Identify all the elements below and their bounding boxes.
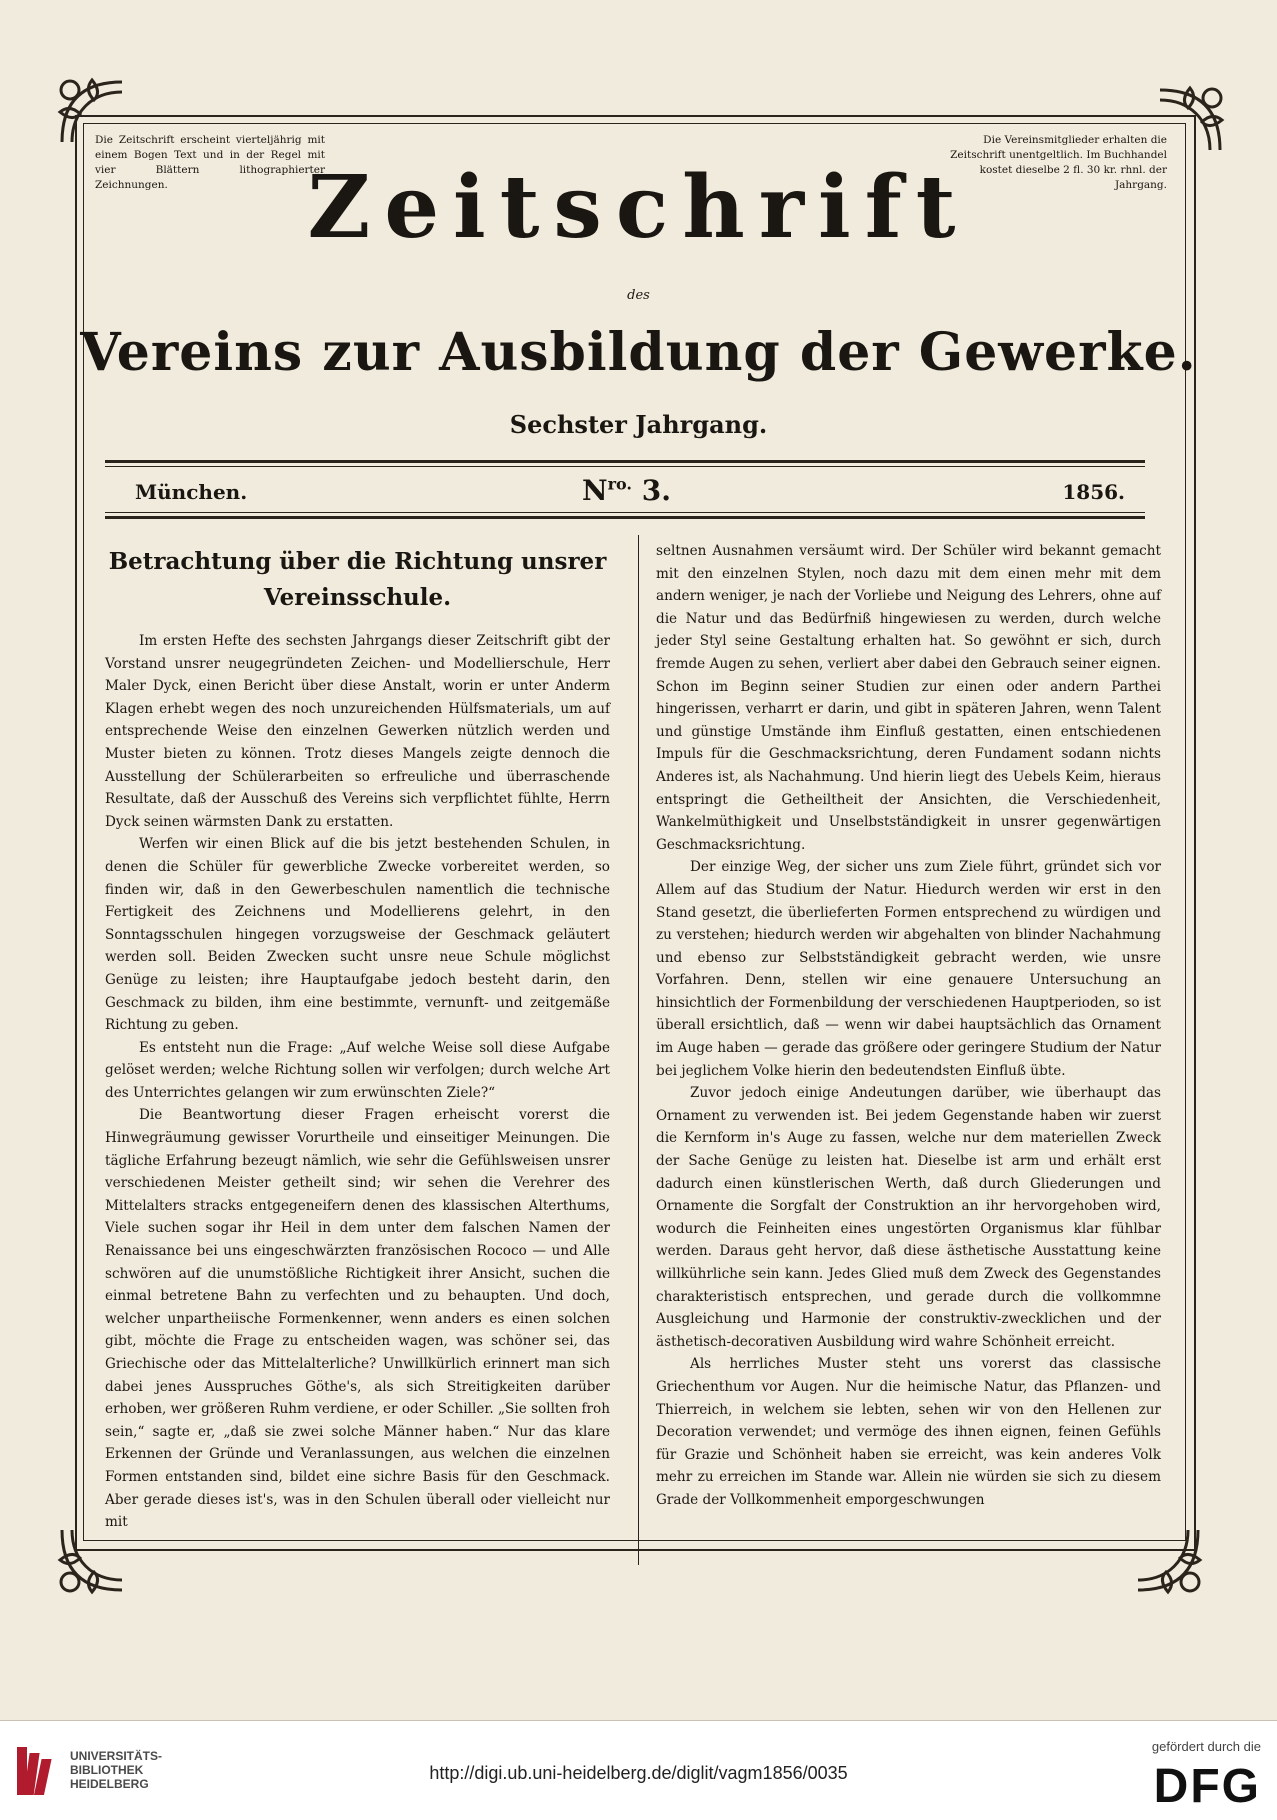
rule bbox=[105, 460, 1145, 463]
rule bbox=[105, 512, 1145, 513]
paragraph: Im ersten Hefte des sechsten Jahrgangs dieser Zeitschrift gibt der Vorstand unsrer neugegründeten Zeichen- und Modellierschule, Herr Maler Dyck, einen Bericht über diese Anstalt, worin er unter Anderm Klagen erhebt wegen des noch unzureichenden Hülfsmaterials, um auf entsprechende Weise den einzelnen Gewerken nützlich werden und Muster bieten zu können. Trotz dieses Mangels zeigte dennoch die Ausstellung der Schülerarbeiten so erfreuliche und überraschende Resultate, daß der Ausschuß des Vereins sich verpflichtet fühlte, Herrn Dyck seinen wärmsten Dank zu erstatten. bbox=[105, 633, 610, 830]
library-name-line: HEIDELBERG bbox=[70, 1777, 149, 1791]
paragraph: seltnen Ausnahmen versäumt wird. Der Schüler wird bekannt gemacht mit den einzelnen Stylen, noch dazu mit dem einen mehr mit dem andern weniger, je nach der Vorliebe und Neigung des Lehrers, ohne auf die Natur und das Bedürfniß hingewiesen zu werden, durch welche jeder Styl seine Gestaltung erhalten hat. So gewöhnt er sich, durch fremde Augen zu sehen, verliert aber dabei den Gebrauch seiner eignen. Schon im Beginn seiner Studien zur einen oder andern Parthei hingerissen, verharrt er darin, und gibt in späteren Jahren, wenn Talent und günstige Umstände ihm Einfluß gestatten, einen entschiedenen Impuls für die Geschmacksrichtung, deren Fundament sodann nichts Anderes ist, als Nachahmung. Und hierin liegt des Uebels Keim, hieraus entspringt die Getheiltheit der Ansichten, die Verschiedenheit, Wankelmüthigkeit und Unselbstständigkeit in unsrer gegenwärtigen Geschmacksrichtung. bbox=[656, 543, 1161, 853]
rule bbox=[105, 466, 1145, 467]
masthead-connector: des bbox=[627, 288, 650, 303]
price-note: Die Vereinsmitglieder erhalten die Zeitschrift unentgeltlich. Im Buchhandel kostet dieselbe 2 fl. 30 kr. rhnl. der Jahrgang. bbox=[950, 134, 1167, 191]
dateline bbox=[135, 474, 1125, 510]
issue-number-value: 3. bbox=[631, 474, 671, 507]
subscription-note: Die Zeitschrift erscheint vierteljährig mit einem Bogen Text und in der Regel mit vier Blättern lithographierter Zeichnungen. bbox=[95, 134, 325, 191]
article-title: Betrachtung über die Richtung unsrer Vereinsschule. bbox=[108, 548, 607, 611]
volume-label: Sechster Jahrgang. bbox=[509, 410, 768, 439]
paragraph: Werfen wir einen Blick auf die bis jetzt bestehenden Schulen, in denen die Schüler für gewerbliche Zwecke vorbereitet werden, so finden wir, daß in den Gewerbeschulen namentlich die technische Fertigkeit des Zeichnens und Modellierens gelehrt, in den Sonntagsschulen hingegen vorzugsweise der Geschmack geläutert werden soll. Beiden Zwecken sucht unsre neue Schule möglichst Genüge zu leisten; ihre Hauptaufgabe jedoch besteht darin, den Geschmack zu bilden, ihm eine bestimmte, vernunft- und zeitgemäße Richtung zu geben. bbox=[105, 836, 610, 1034]
column-divider bbox=[638, 535, 639, 1565]
issue-number-prefix: N bbox=[582, 474, 608, 507]
paragraph: Der einzige Weg, der sicher uns zum Ziele führt, gründet sich vor Allem auf das Studium der Natur. Hiedurch werden wir erst in den Stand gesetzt, die überlieferten Formen entsprechend zu würdigen und zu verstehen; hiedurch werden wir abgehalten von blinder Nachahmung und ebenso zur Selbstständigkeit gebracht werden, wie unsre Vorfahren. Denn, stellen wir eine genauere Untersuchung an hinsichtlich der Formenbildung der verschiedenen Hauptperioden, so ist überall ersichtlich, daß — wenn wir dabei hauptsächlich das Ornament im Auge haben — gerade das größere oder geringere Studium der Natur bei jeglichem Volke hierin den bedeutendsten Einfluß übte. bbox=[656, 859, 1161, 1079]
masthead-subtitle: Vereins zur Ausbildung der Gewerke. bbox=[80, 322, 1197, 383]
library-name-line: UNIVERSITÄTS- bbox=[70, 1749, 163, 1763]
masthead-title: Zeitschrift bbox=[307, 157, 970, 258]
paragraph: Es entsteht nun die Frage: „Auf welche Weise soll diese Aufgabe gelöset werden; welche Richtung sollen wir verfolgen; durch welche Art des Unterrichtes gelangen wir zum erwünschten Ziele?“ bbox=[105, 1039, 610, 1101]
paragraph: Zuvor jedoch einige Andeutungen darüber, wie überhaupt das Ornament zu verwenden ist. Bei jedem Gegenstande haben wir zuerst die Kernform in's Auge zu fassen, welche nur dem materiellen Zweck der Sache Genüge zu leisten hat. Dieselbe ist arm und erhält erst dadurch einen künstlerischen Werth, daß durch Gliederungen und Ornamente die Sorgfalt der Construktion an ihr hervorgehoben wird, wodurch die Feinheiten eines ungestörten Organismus klar fühlbar werden. Daraus geht hervor, daß diese ästhetische Ausstattung keine willkührliche sein kann. Jedes Glied muß dem Zweck des Gegenstandes charakteristisch entsprechen, und gerade durch die vollkommne Ausgleichung und Harmonie der construktiv-zwecklichen und der ästhetisch-decorativen Ausbildung wird wahre Schönheit erreicht. bbox=[656, 1085, 1161, 1350]
paragraph: Die Beantwortung dieser Fragen erheischt vorerst die Hinwegräumung gewisser Vorurtheile und einseitiger Meinungen. Die tägliche Erfahrung bezeugt nämlich, wie sehr die Gefühlsweisen unsrer verschiedenen Meister getheilt sind; wir sehen die Verehrer des Mittelalters stracks entgegeneifern denen des klassischen Alterthums, Viele suchen sogar ihr Heil in dem unter dem falschen Namen der Renaissance bei uns eingeschwärzten französischen Rococo — und Alle schwören auf die unumstößliche Richtigkeit ihrer Ansicht, suchen die einmal betretene Bahn zu verfechten und zu behaupten. Und doch, welcher unpartheiische Formenkenner, wenn anders es einen solchen gibt, möchte die Frage zu entscheiden wagen, was schöner sei, das Griechische oder das Mittelalterliche? Unwillkürlich erinnert man sich dabei jenes Ausspruches Göthe's, als sich Streitigkeiten darüber erhoben, wer größeren Ruhm verdiene, er oder Schiller. „Sie sollten froh sein,“ sagte er, „daß sie zwei solche Männer haben.“ Nur das klare Erkennen der Gründe und Veranlassungen, aus welchen die einzelnen Formen entstanden sind, bildet eine sichre Basis für den Geschmack. Aber gerade dieses ist's, was in den Schulen überall oder vielleicht nur mit bbox=[105, 1107, 610, 1531]
funder-logo[interactable]: DFG bbox=[1153, 1760, 1261, 1813]
permalink[interactable]: http://digi.ub.uni-heidelberg.de/diglit/vagm1856/0035 bbox=[429, 1763, 848, 1783]
ornament-corner-bottom-right bbox=[1128, 1520, 1208, 1600]
paragraph: Als herrliches Muster steht uns vorerst das classische Griechenthum vor Augen. Nur die heimische Natur, das Pflanzen- und Thierreich, in welchem sie lebten, sehen wir von den Hellenen zur Decoration verwendet; und vermöge des ihnen eignen, feinen Gefühls für Grazie und Schönheit haben sie erreicht, was kein anderes Volk mehr zu erreichen im Stande war. Allein nie würden sie sich zu diesem Grade der Vollkommenheit emporgeschwungen bbox=[656, 1356, 1161, 1508]
rule bbox=[105, 516, 1145, 519]
viewer-footer bbox=[0, 1720, 1277, 1820]
column-right bbox=[656, 540, 1161, 1512]
funded-by-label: gefördert durch die bbox=[1151, 1739, 1261, 1754]
issue-number-sup: ro. bbox=[607, 474, 632, 494]
dateline-city: München. bbox=[135, 480, 248, 504]
column-left bbox=[105, 540, 610, 1534]
issue-number bbox=[582, 474, 671, 507]
dateline-year: 1856. bbox=[1062, 480, 1125, 504]
library-name-line: BIBLIOTHEK bbox=[70, 1763, 144, 1777]
